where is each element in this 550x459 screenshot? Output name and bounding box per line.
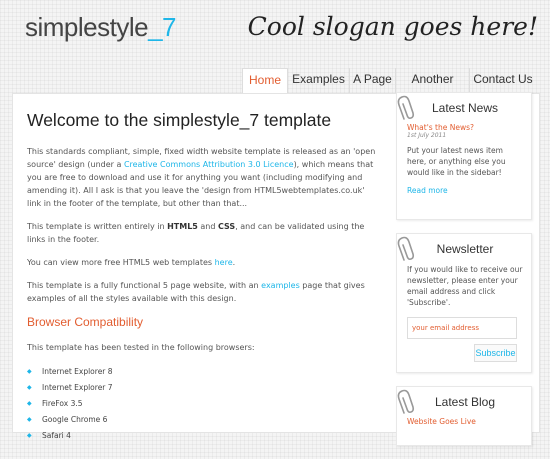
- browser-compatibility-heading: Browser Compatibility: [27, 315, 144, 329]
- list-item: [27, 428, 377, 444]
- html5-text-mid: and: [197, 222, 218, 231]
- email-field[interactable]: [407, 317, 517, 339]
- list-item: [27, 412, 377, 428]
- functional-text-start: This template is a fully functional 5 page website, with an: [27, 281, 262, 290]
- menu-item-home[interactable]: Home: [242, 68, 288, 93]
- menu-item-examples[interactable]: Examples: [288, 68, 350, 93]
- sidebar: [396, 92, 532, 459]
- latest-news-heading: Latest News: [431, 101, 499, 115]
- html5-bold: HTML5: [167, 222, 198, 231]
- bullet-icon: ◆: [27, 400, 32, 407]
- read-more-link[interactable]: Read more: [407, 186, 448, 195]
- html5-paragraph: [27, 220, 377, 246]
- templates-paragraph: [27, 256, 377, 269]
- tested-paragraph: This template has been tested in the following browsers:: [27, 343, 255, 352]
- logo-main-text: simplestyle: [25, 12, 149, 42]
- browser-name: Google Chrome 6: [42, 415, 108, 424]
- html5-text-start: This template is written entirely in: [27, 222, 168, 231]
- page-title: Welcome to the simplestyle_7 template: [27, 110, 332, 130]
- news-item-text: Put your latest news item here, or anything else you would like in the sidebar!: [407, 146, 506, 177]
- browser-name: Internet Explorer 8: [42, 367, 113, 376]
- menu-item-a-page[interactable]: A Page: [350, 68, 396, 93]
- site-slogan: Cool slogan goes here!: [247, 12, 538, 41]
- templates-text-start: You can view more free HTML5 web templates: [27, 258, 215, 267]
- paperclip-icon: [397, 234, 415, 262]
- latest-blog-heading: Latest Blog: [434, 395, 496, 409]
- main-menu: [242, 68, 536, 93]
- list-item: [27, 364, 377, 380]
- list-item: [27, 396, 377, 412]
- cc-licence-link[interactable]: Creative Commons Attribution 3.0 Licence: [123, 160, 294, 169]
- browser-name: Internet Explorer 7: [42, 383, 113, 392]
- news-item-title[interactable]: What's the News?: [407, 123, 474, 132]
- menu-item-another-page[interactable]: Another: [396, 68, 470, 93]
- logo-accent-text: _7: [148, 12, 177, 42]
- bullet-icon: ◆: [27, 384, 32, 391]
- browser-list: [27, 364, 377, 444]
- browser-name: Safari 4: [42, 431, 71, 440]
- functional-paragraph: [27, 279, 377, 305]
- functional-text-end: page that gives examples of all the styles available with this design.: [27, 281, 365, 303]
- blog-item-title[interactable]: Website Goes Live: [407, 417, 476, 426]
- menu-item-contact-us[interactable]: Contact Us: [473, 72, 533, 86]
- intro-text-start: This standards compliant, simple, fixed width website template is released as an 'open source' design (under a: [27, 147, 376, 169]
- examples-link[interactable]: examples: [261, 281, 300, 290]
- news-item-date: 1st July 2011: [407, 132, 447, 139]
- paperclip-icon: [397, 93, 415, 121]
- css-bold: CSS: [218, 222, 236, 231]
- latest-news-box: [396, 92, 532, 220]
- intro-text-end: ), which means that you are free to download and use it for anything you want (including modifying and amending it). All I ask is that you leave the 'design from HTML5webtemplates.co.uk' link in the footer of the template, but other than that...: [27, 160, 374, 208]
- newsletter-box: [396, 233, 532, 373]
- newsletter-text: If you would like to receive our newsletter, please enter your email address and click 'Subscribe'.: [407, 265, 523, 307]
- here-link[interactable]: here: [214, 258, 233, 267]
- browser-name: FireFox 3.5: [42, 399, 83, 408]
- templates-text-end: .: [232, 258, 236, 267]
- bullet-icon: ◆: [27, 432, 32, 439]
- bullet-icon: ◆: [27, 368, 32, 375]
- intro-paragraph: [27, 145, 377, 210]
- site-logo[interactable]: [25, 12, 176, 43]
- html5-text-end: , and can be validated using the links in the footer.: [27, 222, 365, 244]
- subscribe-button[interactable]: Subscribe: [474, 344, 517, 362]
- main-content: [27, 110, 377, 444]
- bullet-icon: ◆: [27, 416, 32, 423]
- newsletter-heading: Newsletter: [436, 242, 494, 256]
- list-item: [27, 380, 377, 396]
- latest-blog-box: [396, 386, 532, 446]
- paperclip-icon: [397, 387, 415, 415]
